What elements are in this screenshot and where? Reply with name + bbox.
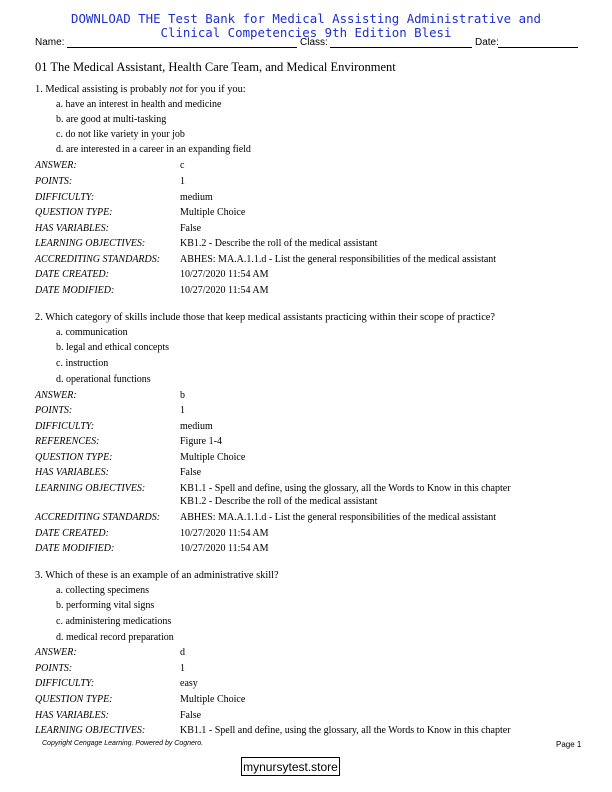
q3-points-label: POINTS: bbox=[35, 663, 73, 674]
name-field[interactable] bbox=[67, 37, 297, 48]
class-field[interactable] bbox=[330, 37, 472, 48]
q2-points-label: POINTS: bbox=[35, 405, 73, 416]
q2-question-type-label: QUESTION TYPE: bbox=[35, 452, 113, 463]
q3-learning-objectives-label: LEARNING OBJECTIVES: bbox=[35, 725, 146, 736]
question-3-option-d: d. medical record preparation bbox=[56, 632, 174, 643]
name-label: Name: bbox=[35, 37, 65, 48]
question-1-option-d: d. are interested in a career in an expanding field bbox=[56, 144, 251, 155]
q3-difficulty-value: easy bbox=[180, 678, 198, 689]
date-field[interactable] bbox=[498, 37, 578, 48]
q1-question-type-label: QUESTION TYPE: bbox=[35, 207, 113, 218]
q2-date-created-value: 10/27/2020 11:54 AM bbox=[180, 528, 269, 539]
q2-references-value: Figure 1-4 bbox=[180, 436, 222, 447]
q3-answer-label: ANSWER: bbox=[35, 647, 77, 658]
q1-accrediting-standards-value: ABHES: MA.A.1.1.d - List the general responsibilities of the medical assistant bbox=[180, 254, 497, 265]
question-2-prompt: 2. Which category of skills include those that keep medical assistants practicing within their scope of practice? bbox=[35, 312, 496, 323]
q2-references-label: REFERENCES: bbox=[35, 436, 100, 447]
q2-difficulty-label: DIFFICULTY: bbox=[35, 421, 95, 432]
question-2-option-a: a. communication bbox=[56, 327, 128, 338]
download-banner-line-2: Clinical Competencies 9th Edition Blesi bbox=[160, 25, 452, 40]
question-2-option-b: b. legal and ethical concepts bbox=[56, 342, 170, 353]
q1-answer-value: c bbox=[180, 160, 185, 171]
q1-answer-label: ANSWER: bbox=[35, 160, 77, 171]
q1-learning-objectives-label: LEARNING OBJECTIVES: bbox=[35, 238, 146, 249]
q1-points-value: 1 bbox=[180, 176, 185, 187]
q2-learning-objectives-label: LEARNING OBJECTIVES: bbox=[35, 483, 146, 494]
footer-copyright: Copyright Cengage Learning. Powered by Cognero. bbox=[42, 740, 204, 747]
q1-has-variables-value: False bbox=[180, 223, 202, 234]
question-1-option-a: a. have an interest in health and medicine bbox=[56, 99, 222, 110]
q2-date-modified-value: 10/27/2020 11:54 AM bbox=[180, 543, 269, 554]
download-banner-line-1: DOWNLOAD THE Test Bank for Medical Assisting Administrative and bbox=[71, 11, 541, 26]
q2-date-modified-label: DATE MODIFIED: bbox=[35, 543, 115, 554]
q1-date-created-label: DATE CREATED: bbox=[35, 269, 109, 280]
q2-date-created-label: DATE CREATED: bbox=[35, 528, 109, 539]
question-3-option-a: a. collecting specimens bbox=[56, 585, 150, 596]
q3-learning-objectives-value: KB1.1 - Spell and define, using the glossary, all the Words to Know in this chapter bbox=[180, 725, 511, 736]
page-number: Page 1 bbox=[556, 740, 582, 749]
q3-answer-value: d bbox=[180, 647, 185, 658]
q1-question-type-value: Multiple Choice bbox=[180, 207, 246, 218]
question-2-option-d: d. operational functions bbox=[56, 374, 151, 385]
q2-answer-value: b bbox=[180, 390, 185, 401]
q2-has-variables-label: HAS VARIABLES: bbox=[35, 467, 109, 478]
question-1-option-c: c. do not like variety in your job bbox=[56, 129, 185, 140]
q2-accrediting-standards-value: ABHES: MA.A.1.1.d - List the general responsibilities of the medical assistant bbox=[180, 512, 497, 523]
q1-difficulty-label: DIFFICULTY: bbox=[35, 192, 95, 203]
question-3-prompt: 3. Which of these is an example of an administrative skill? bbox=[35, 570, 279, 581]
q2-difficulty-value: medium bbox=[180, 421, 213, 432]
section-title: 01 The Medical Assistant, Health Care Team, and Medical Environment bbox=[35, 60, 396, 74]
q3-has-variables-label: HAS VARIABLES: bbox=[35, 710, 109, 721]
q2-points-value: 1 bbox=[180, 405, 185, 416]
q3-question-type-label: QUESTION TYPE: bbox=[35, 694, 113, 705]
date-label: Date: bbox=[475, 37, 499, 48]
q1-points-label: POINTS: bbox=[35, 176, 73, 187]
q1-date-modified-value: 10/27/2020 11:54 AM bbox=[180, 285, 269, 296]
q1-accrediting-standards-label: ACCREDITING STANDARDS: bbox=[35, 254, 161, 265]
q2-question-type-value: Multiple Choice bbox=[180, 452, 246, 463]
q2-learning-objectives-value-2: KB1.2 - Describe the roll of the medical assistant bbox=[180, 496, 378, 507]
q3-difficulty-label: DIFFICULTY: bbox=[35, 678, 95, 689]
q2-answer-label: ANSWER: bbox=[35, 390, 77, 401]
watermark-stamp[interactable]: mynursytest.store bbox=[241, 757, 340, 776]
question-3-option-c: c. administering medications bbox=[56, 616, 172, 627]
q3-question-type-value: Multiple Choice bbox=[180, 694, 246, 705]
question-1-prompt: 1. Medical assisting is probably not for you if you: bbox=[35, 84, 246, 95]
question-2-option-c: c. instruction bbox=[56, 358, 109, 369]
q1-date-created-value: 10/27/2020 11:54 AM bbox=[180, 269, 269, 280]
q2-accrediting-standards-label: ACCREDITING STANDARDS: bbox=[35, 512, 161, 523]
class-label: Class: bbox=[300, 37, 328, 48]
q1-learning-objectives-value: KB1.2 - Describe the roll of the medical assistant bbox=[180, 238, 378, 249]
q1-difficulty-value: medium bbox=[180, 192, 213, 203]
question-1-option-b: b. are good at multi-tasking bbox=[56, 114, 167, 125]
q1-has-variables-label: HAS VARIABLES: bbox=[35, 223, 109, 234]
q1-date-modified-label: DATE MODIFIED: bbox=[35, 285, 115, 296]
q3-has-variables-value: False bbox=[180, 710, 202, 721]
q2-learning-objectives-value-1: KB1.1 - Spell and define, using the glossary, all the Words to Know in this chapter bbox=[180, 483, 511, 494]
q2-has-variables-value: False bbox=[180, 467, 202, 478]
question-3-option-b: b. performing vital signs bbox=[56, 600, 155, 611]
q3-points-value: 1 bbox=[180, 663, 185, 674]
